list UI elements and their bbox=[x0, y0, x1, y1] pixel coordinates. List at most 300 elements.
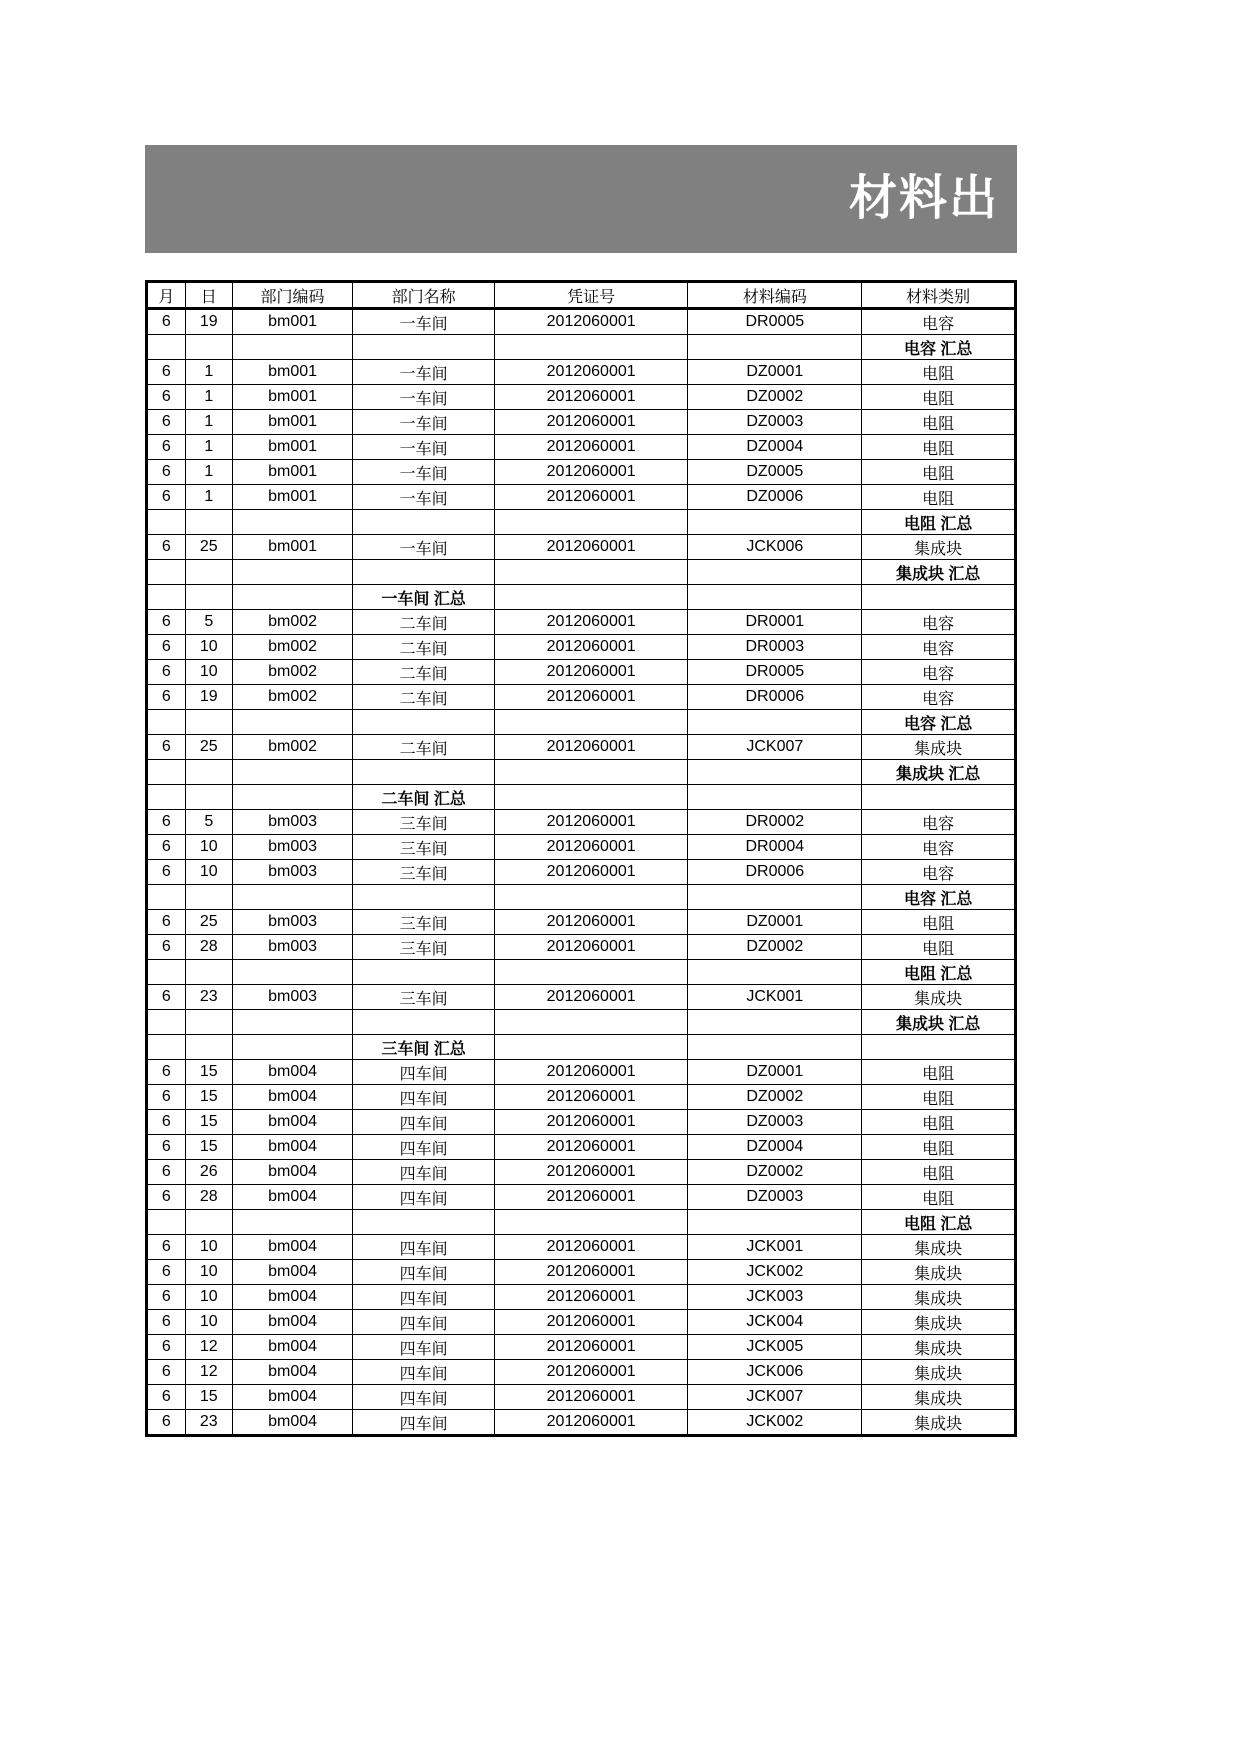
table-row bbox=[147, 1185, 1016, 1210]
cell-month: 6 bbox=[147, 735, 186, 760]
cell-day: 15 bbox=[185, 1060, 232, 1085]
cell-month: 6 bbox=[147, 460, 186, 485]
cell-voucher: 2012060001 bbox=[494, 1410, 687, 1436]
cell-mat_type: 集成块 bbox=[862, 985, 1016, 1010]
cell-mat_code bbox=[688, 585, 862, 610]
cell-mat_type: 电阻 bbox=[862, 385, 1016, 410]
cell-month: 6 bbox=[147, 835, 186, 860]
column-header-dept-name: 部门名称 bbox=[353, 282, 495, 309]
cell-voucher: 2012060001 bbox=[494, 360, 687, 385]
table-row bbox=[147, 1285, 1016, 1310]
cell-voucher: 2012060001 bbox=[494, 485, 687, 510]
cell-mat_type bbox=[862, 1035, 1016, 1060]
cell-day: 19 bbox=[185, 685, 232, 710]
cell-dept_code: bm001 bbox=[232, 360, 352, 385]
cell-mat_type: 电阻 bbox=[862, 435, 1016, 460]
table-row bbox=[147, 1135, 1016, 1160]
cell-dept_name: 三车间 bbox=[353, 985, 495, 1010]
column-header-month: 月 bbox=[147, 282, 186, 309]
cell-mat_type: 电容 汇总 bbox=[862, 335, 1016, 360]
cell-mat_code: DZ0004 bbox=[688, 1135, 862, 1160]
cell-dept_code bbox=[232, 585, 352, 610]
cell-day: 5 bbox=[185, 610, 232, 635]
cell-month: 6 bbox=[147, 1335, 186, 1360]
table-header bbox=[147, 282, 1016, 309]
cell-day: 1 bbox=[185, 410, 232, 435]
cell-voucher: 2012060001 bbox=[494, 1160, 687, 1185]
table-row bbox=[147, 1410, 1016, 1436]
cell-mat_type: 电阻 汇总 bbox=[862, 510, 1016, 535]
cell-mat_type: 电容 bbox=[862, 309, 1016, 335]
cell-voucher: 2012060001 bbox=[494, 610, 687, 635]
cell-dept_code: bm004 bbox=[232, 1185, 352, 1210]
cell-month: 6 bbox=[147, 660, 186, 685]
cell-day: 12 bbox=[185, 1335, 232, 1360]
cell-day bbox=[185, 960, 232, 985]
cell-day: 25 bbox=[185, 910, 232, 935]
cell-mat_type: 电阻 汇总 bbox=[862, 1210, 1016, 1235]
cell-day bbox=[185, 885, 232, 910]
cell-mat_type: 电阻 bbox=[862, 1085, 1016, 1110]
cell-mat_type: 集成块 bbox=[862, 1335, 1016, 1360]
cell-dept_name bbox=[353, 885, 495, 910]
table-row bbox=[147, 685, 1016, 710]
cell-mat_type: 集成块 bbox=[862, 1360, 1016, 1385]
cell-voucher: 2012060001 bbox=[494, 309, 687, 335]
cell-mat_type: 电阻 bbox=[862, 360, 1016, 385]
cell-month: 6 bbox=[147, 1235, 186, 1260]
cell-month: 6 bbox=[147, 385, 186, 410]
cell-month: 6 bbox=[147, 1285, 186, 1310]
column-header-mat-code: 材料编码 bbox=[688, 282, 862, 309]
cell-month bbox=[147, 560, 186, 585]
cell-mat_code: JCK002 bbox=[688, 1260, 862, 1285]
table-header-row bbox=[147, 282, 1016, 309]
cell-month bbox=[147, 710, 186, 735]
cell-mat_code bbox=[688, 1210, 862, 1235]
cell-mat_code: JCK001 bbox=[688, 1235, 862, 1260]
cell-month: 6 bbox=[147, 610, 186, 635]
cell-month: 6 bbox=[147, 685, 186, 710]
table-subtotal-row bbox=[147, 1010, 1016, 1035]
cell-mat_type: 电阻 bbox=[862, 460, 1016, 485]
cell-mat_code: JCK006 bbox=[688, 1360, 862, 1385]
cell-month bbox=[147, 885, 186, 910]
cell-month: 6 bbox=[147, 435, 186, 460]
cell-dept_code: bm004 bbox=[232, 1310, 352, 1335]
cell-voucher: 2012060001 bbox=[494, 1385, 687, 1410]
cell-mat_type: 电容 bbox=[862, 660, 1016, 685]
cell-day: 23 bbox=[185, 985, 232, 1010]
table-row bbox=[147, 660, 1016, 685]
cell-dept_code bbox=[232, 710, 352, 735]
cell-month bbox=[147, 1210, 186, 1235]
cell-mat_code: DR0005 bbox=[688, 660, 862, 685]
cell-day bbox=[185, 1035, 232, 1060]
cell-day: 10 bbox=[185, 635, 232, 660]
cell-mat_code: DZ0003 bbox=[688, 1110, 862, 1135]
cell-mat_type: 集成块 汇总 bbox=[862, 1010, 1016, 1035]
cell-dept_name: 二车间 bbox=[353, 735, 495, 760]
cell-dept_name bbox=[353, 960, 495, 985]
cell-month: 6 bbox=[147, 985, 186, 1010]
column-header-day: 日 bbox=[185, 282, 232, 309]
cell-mat_type bbox=[862, 785, 1016, 810]
cell-mat_type: 电阻 bbox=[862, 1135, 1016, 1160]
cell-voucher: 2012060001 bbox=[494, 1260, 687, 1285]
cell-mat_type: 电容 bbox=[862, 610, 1016, 635]
cell-day: 25 bbox=[185, 535, 232, 560]
cell-dept_name: 四车间 bbox=[353, 1335, 495, 1360]
cell-dept_code: bm001 bbox=[232, 485, 352, 510]
cell-voucher: 2012060001 bbox=[494, 435, 687, 460]
cell-dept_code bbox=[232, 1010, 352, 1035]
cell-voucher: 2012060001 bbox=[494, 410, 687, 435]
cell-month: 6 bbox=[147, 1260, 186, 1285]
cell-mat_type: 集成块 bbox=[862, 1260, 1016, 1285]
cell-mat_type: 电容 bbox=[862, 835, 1016, 860]
cell-dept_code: bm002 bbox=[232, 610, 352, 635]
cell-dept_name: 一车间 bbox=[353, 435, 495, 460]
cell-mat_code: DZ0001 bbox=[688, 910, 862, 935]
cell-dept_code: bm004 bbox=[232, 1110, 352, 1135]
materials-issue-table-container bbox=[145, 280, 1017, 1437]
cell-day: 5 bbox=[185, 810, 232, 835]
cell-mat_type bbox=[862, 585, 1016, 610]
cell-day: 10 bbox=[185, 1310, 232, 1335]
cell-voucher bbox=[494, 585, 687, 610]
cell-dept_name bbox=[353, 335, 495, 360]
cell-voucher: 2012060001 bbox=[494, 385, 687, 410]
cell-day: 15 bbox=[185, 1385, 232, 1410]
cell-dept_name bbox=[353, 1210, 495, 1235]
cell-dept_name: 三车间 bbox=[353, 835, 495, 860]
cell-voucher: 2012060001 bbox=[494, 935, 687, 960]
cell-dept_name: 四车间 bbox=[353, 1410, 495, 1436]
table-row bbox=[147, 910, 1016, 935]
cell-voucher: 2012060001 bbox=[494, 910, 687, 935]
cell-dept_code bbox=[232, 1035, 352, 1060]
table-row bbox=[147, 535, 1016, 560]
cell-dept_code: bm003 bbox=[232, 985, 352, 1010]
cell-month: 6 bbox=[147, 410, 186, 435]
table-subtotal-row bbox=[147, 585, 1016, 610]
cell-mat_type: 集成块 bbox=[862, 1310, 1016, 1335]
cell-mat_type: 集成块 bbox=[862, 1385, 1016, 1410]
cell-mat_type: 集成块 bbox=[862, 535, 1016, 560]
cell-dept_code bbox=[232, 885, 352, 910]
cell-day: 1 bbox=[185, 360, 232, 385]
table-subtotal-row bbox=[147, 760, 1016, 785]
cell-voucher bbox=[494, 885, 687, 910]
cell-dept_code: bm004 bbox=[232, 1260, 352, 1285]
cell-mat_code bbox=[688, 960, 862, 985]
cell-month: 6 bbox=[147, 309, 186, 335]
cell-mat_code bbox=[688, 560, 862, 585]
cell-dept_code bbox=[232, 510, 352, 535]
cell-mat_code: DR0005 bbox=[688, 309, 862, 335]
cell-dept_code: bm004 bbox=[232, 1060, 352, 1085]
cell-dept_code: bm001 bbox=[232, 435, 352, 460]
cell-dept_code: bm001 bbox=[232, 410, 352, 435]
cell-day: 10 bbox=[185, 1285, 232, 1310]
cell-day bbox=[185, 335, 232, 360]
table-subtotal-row bbox=[147, 710, 1016, 735]
cell-mat_code bbox=[688, 760, 862, 785]
cell-month: 6 bbox=[147, 535, 186, 560]
cell-day bbox=[185, 710, 232, 735]
cell-dept_name: 四车间 bbox=[353, 1385, 495, 1410]
cell-mat_type: 集成块 bbox=[862, 1285, 1016, 1310]
cell-dept_code: bm004 bbox=[232, 1160, 352, 1185]
cell-day bbox=[185, 1210, 232, 1235]
cell-month: 6 bbox=[147, 1360, 186, 1385]
cell-mat_code: JCK007 bbox=[688, 1385, 862, 1410]
cell-voucher: 2012060001 bbox=[494, 1310, 687, 1335]
cell-dept_name bbox=[353, 510, 495, 535]
cell-mat_code: DZ0002 bbox=[688, 1160, 862, 1185]
cell-month: 6 bbox=[147, 1160, 186, 1185]
column-header-voucher: 凭证号 bbox=[494, 282, 687, 309]
cell-mat_code: DZ0006 bbox=[688, 485, 862, 510]
cell-mat_code bbox=[688, 710, 862, 735]
cell-day: 25 bbox=[185, 735, 232, 760]
cell-dept_name: 三车间 汇总 bbox=[353, 1035, 495, 1060]
table-subtotal-row bbox=[147, 785, 1016, 810]
cell-mat_code: DR0001 bbox=[688, 610, 862, 635]
table-row bbox=[147, 1110, 1016, 1135]
cell-mat_code: DR0004 bbox=[688, 835, 862, 860]
cell-mat_code bbox=[688, 1035, 862, 1060]
cell-dept_name: 一车间 bbox=[353, 535, 495, 560]
table-subtotal-row bbox=[147, 1210, 1016, 1235]
cell-month: 6 bbox=[147, 1385, 186, 1410]
table-row bbox=[147, 635, 1016, 660]
cell-dept_name: 四车间 bbox=[353, 1110, 495, 1135]
cell-mat_type: 电容 bbox=[862, 685, 1016, 710]
table-row bbox=[147, 835, 1016, 860]
cell-voucher bbox=[494, 510, 687, 535]
cell-mat_type: 电容 汇总 bbox=[862, 710, 1016, 735]
cell-day: 10 bbox=[185, 1260, 232, 1285]
table-row bbox=[147, 1335, 1016, 1360]
cell-day: 1 bbox=[185, 435, 232, 460]
cell-mat_code: DZ0001 bbox=[688, 1060, 862, 1085]
cell-day: 10 bbox=[185, 1235, 232, 1260]
cell-mat_code bbox=[688, 885, 862, 910]
cell-voucher: 2012060001 bbox=[494, 635, 687, 660]
cell-day bbox=[185, 760, 232, 785]
cell-dept_code: bm004 bbox=[232, 1135, 352, 1160]
cell-dept_name: 二车间 bbox=[353, 610, 495, 635]
cell-month bbox=[147, 335, 186, 360]
cell-day: 10 bbox=[185, 860, 232, 885]
cell-mat_code: JCK006 bbox=[688, 535, 862, 560]
cell-dept_name: 一车间 bbox=[353, 309, 495, 335]
table-row bbox=[147, 460, 1016, 485]
cell-dept_name: 三车间 bbox=[353, 910, 495, 935]
cell-dept_code: bm002 bbox=[232, 735, 352, 760]
cell-dept_name: 二车间 汇总 bbox=[353, 785, 495, 810]
cell-mat_code: JCK001 bbox=[688, 985, 862, 1010]
cell-dept_code: bm003 bbox=[232, 810, 352, 835]
cell-dept_code: bm003 bbox=[232, 935, 352, 960]
table-row bbox=[147, 1260, 1016, 1285]
table-row bbox=[147, 385, 1016, 410]
cell-dept_name: 四车间 bbox=[353, 1160, 495, 1185]
cell-dept_code: bm004 bbox=[232, 1085, 352, 1110]
table-row bbox=[147, 360, 1016, 385]
cell-dept_code: bm004 bbox=[232, 1385, 352, 1410]
table-subtotal-row bbox=[147, 560, 1016, 585]
cell-dept_name: 二车间 bbox=[353, 685, 495, 710]
cell-month: 6 bbox=[147, 810, 186, 835]
cell-month bbox=[147, 760, 186, 785]
cell-voucher: 2012060001 bbox=[494, 835, 687, 860]
cell-mat_code: DZ0003 bbox=[688, 410, 862, 435]
table-row bbox=[147, 1235, 1016, 1260]
cell-mat_code: JCK007 bbox=[688, 735, 862, 760]
cell-mat_code: DZ0002 bbox=[688, 935, 862, 960]
cell-mat_type: 电阻 bbox=[862, 935, 1016, 960]
cell-voucher: 2012060001 bbox=[494, 1135, 687, 1160]
cell-day: 19 bbox=[185, 309, 232, 335]
cell-mat_type: 电阻 bbox=[862, 1185, 1016, 1210]
cell-dept_name: 三车间 bbox=[353, 810, 495, 835]
title-banner bbox=[145, 145, 1017, 253]
cell-voucher: 2012060001 bbox=[494, 660, 687, 685]
table-row bbox=[147, 309, 1016, 335]
cell-dept_name: 四车间 bbox=[353, 1360, 495, 1385]
cell-day: 28 bbox=[185, 1185, 232, 1210]
cell-month: 6 bbox=[147, 485, 186, 510]
table-subtotal-row bbox=[147, 335, 1016, 360]
cell-day: 10 bbox=[185, 660, 232, 685]
cell-mat_code bbox=[688, 510, 862, 535]
cell-dept_name: 一车间 bbox=[353, 485, 495, 510]
cell-day bbox=[185, 510, 232, 535]
cell-day bbox=[185, 785, 232, 810]
table-subtotal-row bbox=[147, 1035, 1016, 1060]
cell-dept_code bbox=[232, 1210, 352, 1235]
table-row bbox=[147, 610, 1016, 635]
cell-voucher: 2012060001 bbox=[494, 1335, 687, 1360]
cell-dept_code: bm004 bbox=[232, 1285, 352, 1310]
cell-dept_code bbox=[232, 785, 352, 810]
cell-dept_name: 四车间 bbox=[353, 1185, 495, 1210]
cell-dept_name bbox=[353, 710, 495, 735]
table-subtotal-row bbox=[147, 885, 1016, 910]
cell-dept_name: 三车间 bbox=[353, 860, 495, 885]
cell-voucher bbox=[494, 1035, 687, 1060]
cell-day: 1 bbox=[185, 485, 232, 510]
cell-mat_code: JCK003 bbox=[688, 1285, 862, 1310]
cell-voucher: 2012060001 bbox=[494, 1060, 687, 1085]
cell-dept_code bbox=[232, 560, 352, 585]
cell-voucher: 2012060001 bbox=[494, 1285, 687, 1310]
table-row bbox=[147, 985, 1016, 1010]
cell-dept_name bbox=[353, 1010, 495, 1035]
cell-mat_type: 集成块 汇总 bbox=[862, 760, 1016, 785]
cell-month: 6 bbox=[147, 910, 186, 935]
cell-dept_name: 四车间 bbox=[353, 1285, 495, 1310]
cell-day: 23 bbox=[185, 1410, 232, 1436]
cell-voucher: 2012060001 bbox=[494, 810, 687, 835]
cell-month bbox=[147, 1010, 186, 1035]
cell-day: 15 bbox=[185, 1085, 232, 1110]
cell-voucher bbox=[494, 560, 687, 585]
cell-dept_code: bm001 bbox=[232, 385, 352, 410]
cell-dept_name: 四车间 bbox=[353, 1060, 495, 1085]
table-subtotal-row bbox=[147, 510, 1016, 535]
cell-mat_type: 集成块 bbox=[862, 735, 1016, 760]
cell-month bbox=[147, 785, 186, 810]
cell-mat_code: DR0003 bbox=[688, 635, 862, 660]
cell-month: 6 bbox=[147, 1085, 186, 1110]
cell-mat_type: 集成块 bbox=[862, 1410, 1016, 1436]
table-row bbox=[147, 860, 1016, 885]
cell-mat_code: DZ0002 bbox=[688, 1085, 862, 1110]
cell-voucher bbox=[494, 710, 687, 735]
cell-day: 15 bbox=[185, 1135, 232, 1160]
cell-voucher bbox=[494, 335, 687, 360]
cell-dept_name: 三车间 bbox=[353, 935, 495, 960]
cell-dept_name: 二车间 bbox=[353, 660, 495, 685]
cell-dept_name: 一车间 bbox=[353, 385, 495, 410]
cell-month bbox=[147, 1035, 186, 1060]
cell-dept_code bbox=[232, 760, 352, 785]
cell-dept_code bbox=[232, 335, 352, 360]
cell-mat_type: 电阻 bbox=[862, 410, 1016, 435]
cell-month: 6 bbox=[147, 1310, 186, 1335]
cell-dept_code: bm002 bbox=[232, 685, 352, 710]
cell-mat_code bbox=[688, 1010, 862, 1035]
cell-mat_type: 电容 bbox=[862, 810, 1016, 835]
cell-mat_code: DZ0005 bbox=[688, 460, 862, 485]
cell-day: 26 bbox=[185, 1160, 232, 1185]
table-body bbox=[147, 309, 1016, 1436]
cell-dept_name: 一车间 bbox=[353, 360, 495, 385]
cell-voucher: 2012060001 bbox=[494, 685, 687, 710]
cell-dept_code bbox=[232, 960, 352, 985]
cell-month bbox=[147, 585, 186, 610]
table-row bbox=[147, 1085, 1016, 1110]
cell-dept_name: 四车间 bbox=[353, 1260, 495, 1285]
cell-mat_type: 电容 bbox=[862, 860, 1016, 885]
cell-voucher bbox=[494, 1010, 687, 1035]
cell-month bbox=[147, 960, 186, 985]
cell-mat_code: DZ0004 bbox=[688, 435, 862, 460]
cell-day: 15 bbox=[185, 1110, 232, 1135]
cell-voucher bbox=[494, 785, 687, 810]
cell-mat_type: 电阻 bbox=[862, 910, 1016, 935]
materials-issue-table bbox=[145, 280, 1017, 1437]
cell-dept_name: 一车间 bbox=[353, 460, 495, 485]
table-row bbox=[147, 1360, 1016, 1385]
cell-dept_name bbox=[353, 560, 495, 585]
cell-dept_code: bm003 bbox=[232, 910, 352, 935]
cell-day bbox=[185, 585, 232, 610]
cell-dept_code: bm004 bbox=[232, 1410, 352, 1436]
cell-dept_name: 一车间 汇总 bbox=[353, 585, 495, 610]
cell-mat_type: 电阻 bbox=[862, 485, 1016, 510]
cell-dept_name: 四车间 bbox=[353, 1235, 495, 1260]
cell-mat_type: 集成块 汇总 bbox=[862, 560, 1016, 585]
cell-dept_name: 四车间 bbox=[353, 1085, 495, 1110]
cell-voucher: 2012060001 bbox=[494, 735, 687, 760]
cell-month: 6 bbox=[147, 935, 186, 960]
cell-month: 6 bbox=[147, 1135, 186, 1160]
